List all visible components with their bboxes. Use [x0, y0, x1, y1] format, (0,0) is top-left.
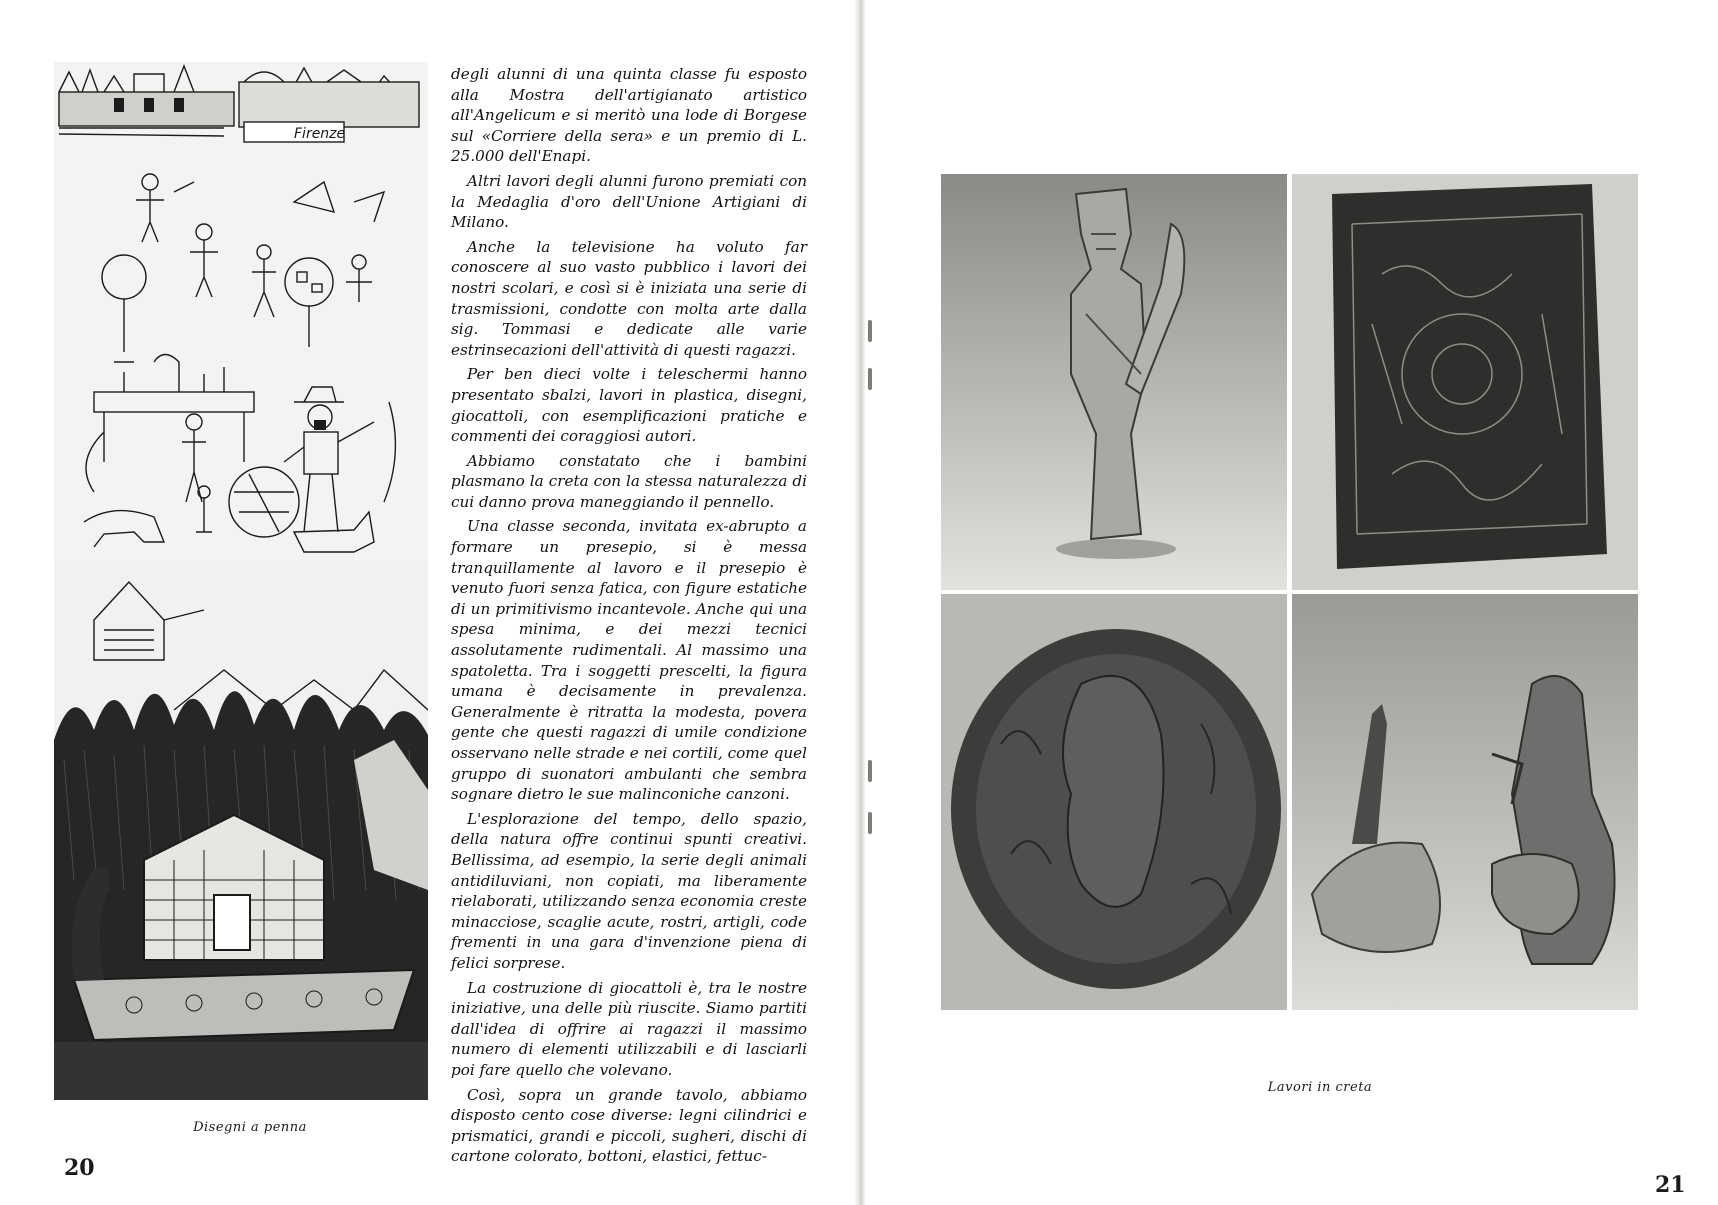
- photo-clay-relief-panel-art: [1292, 174, 1638, 590]
- drawing-banner-text: Firenze: [294, 126, 346, 142]
- staple: [868, 368, 872, 390]
- paragraph: Anche la televisione ha voluto far conoscere al suo vasto pubblico i lavori dei nostri scolari, e così si è iniziata una serie di trasmissioni, condotte con molta arte dalla sig. Tommasi e dedicate alle varie estrinsecazioni dell'attività di questi ragazzi.: [451, 237, 807, 359]
- paragraph: Una classe seconda, invitata ex-abrupto a formare un presepio, si è messa tranquillamente al lavoro e il presepio è venuto fuori senza fatica, con figure estatiche di un primitivismo incantevole. Anche qui una spesa minima, e dei mezzi tecnici assolutamente rudimentali. Al massimo una spatoletta. Tra i soggetti prescelti, la figura umana è decisamente in prevalenza. Generalmente è ritratta la modesta, povera gente che questi ragazzi di umile condizione osservano nelle strade e nei cortili, come quel gruppo di suonatori ambulanti che sembra sognare dietro le sue malinconiche canzoni.: [451, 517, 807, 804]
- paragraph: L'esplorazione del tempo, dello spazio, della natura offre continui spunti creativi. Bellissima, ad esempio, la serie degli animali antidiluviani, non copiati, ma liberamente rielaborati, utilizzando senza economia creste minacciose, scaglie acute, rostri, artigli, code frementi in una gara d'invenzione piena di felici sorprese.: [451, 809, 807, 972]
- book-gutter: [855, 0, 865, 1205]
- photo-clay-figures-group: [1292, 594, 1638, 1010]
- page-number-right: 21: [1655, 1172, 1686, 1198]
- staple: [868, 812, 872, 834]
- pen-drawing-forest-scene-art: [54, 560, 428, 1100]
- caption-clay-works: Lavori in creta: [1267, 1080, 1373, 1095]
- paragraph: Per ben dieci volte i teleschermi hanno presentato sbalzi, lavori in plastica, disegni, giocattoli, con esemplificazioni pratiche e commenti dei coraggiosi autori.: [451, 365, 807, 446]
- photo-clay-figures-group-art: [1292, 594, 1638, 1010]
- paragraph: La costruzione di giocattoli è, tra le nostre iniziative, una delle più riuscite. Siamo partiti dall'idea di offrire ai ragazzi il massimo numero di elementi utilizzabili e di lasciarli poi fare quello che volevano.: [451, 978, 807, 1079]
- pen-drawing-forest-scene: [54, 560, 428, 1100]
- photo-clay-relief-panel: [1292, 174, 1638, 590]
- clay-works-photo-grid: [941, 174, 1638, 1010]
- photo-clay-figure-standing: [941, 174, 1287, 590]
- photo-clay-medallion: [941, 594, 1287, 1010]
- staple: [868, 320, 872, 342]
- paragraph: Abbiamo constatato che i bambini plasmano la creta con la stessa naturalezza di cui danno prova maneggiando il pennello.: [451, 451, 807, 511]
- photo-clay-figure-standing-art: [941, 174, 1287, 590]
- staple: [868, 760, 872, 782]
- pen-drawing-city-scene: [54, 62, 428, 560]
- page-number-left: 20: [64, 1155, 95, 1181]
- photo-clay-medallion-art: [941, 594, 1287, 1010]
- paragraph: Altri lavori degli alunni furono premiati con la Medaglia d'oro dell'Unione Artigiani di Milano.: [451, 171, 807, 232]
- caption-pen-drawings: Disegni a penna: [193, 1120, 307, 1135]
- pen-drawing-city-scene-art: [54, 62, 428, 560]
- article-text-column: [451, 64, 807, 1171]
- paragraph: Così, sopra un grande tavolo, abbiamo disposto cento cose diverse: legni cilindrici e prismatici, grandi e piccoli, sugheri, dischi di cartone colorato, bottoni, elastici, fettuc-: [451, 1085, 807, 1166]
- paragraph: degli alunni di una quinta classe fu esposto alla Mostra dell'artigianato artistico all'Angelicum e si meritò una lode di Borgese sul «Corriere della sera» e un premio di L. 25.000 dell'Enapi.: [451, 65, 807, 166]
